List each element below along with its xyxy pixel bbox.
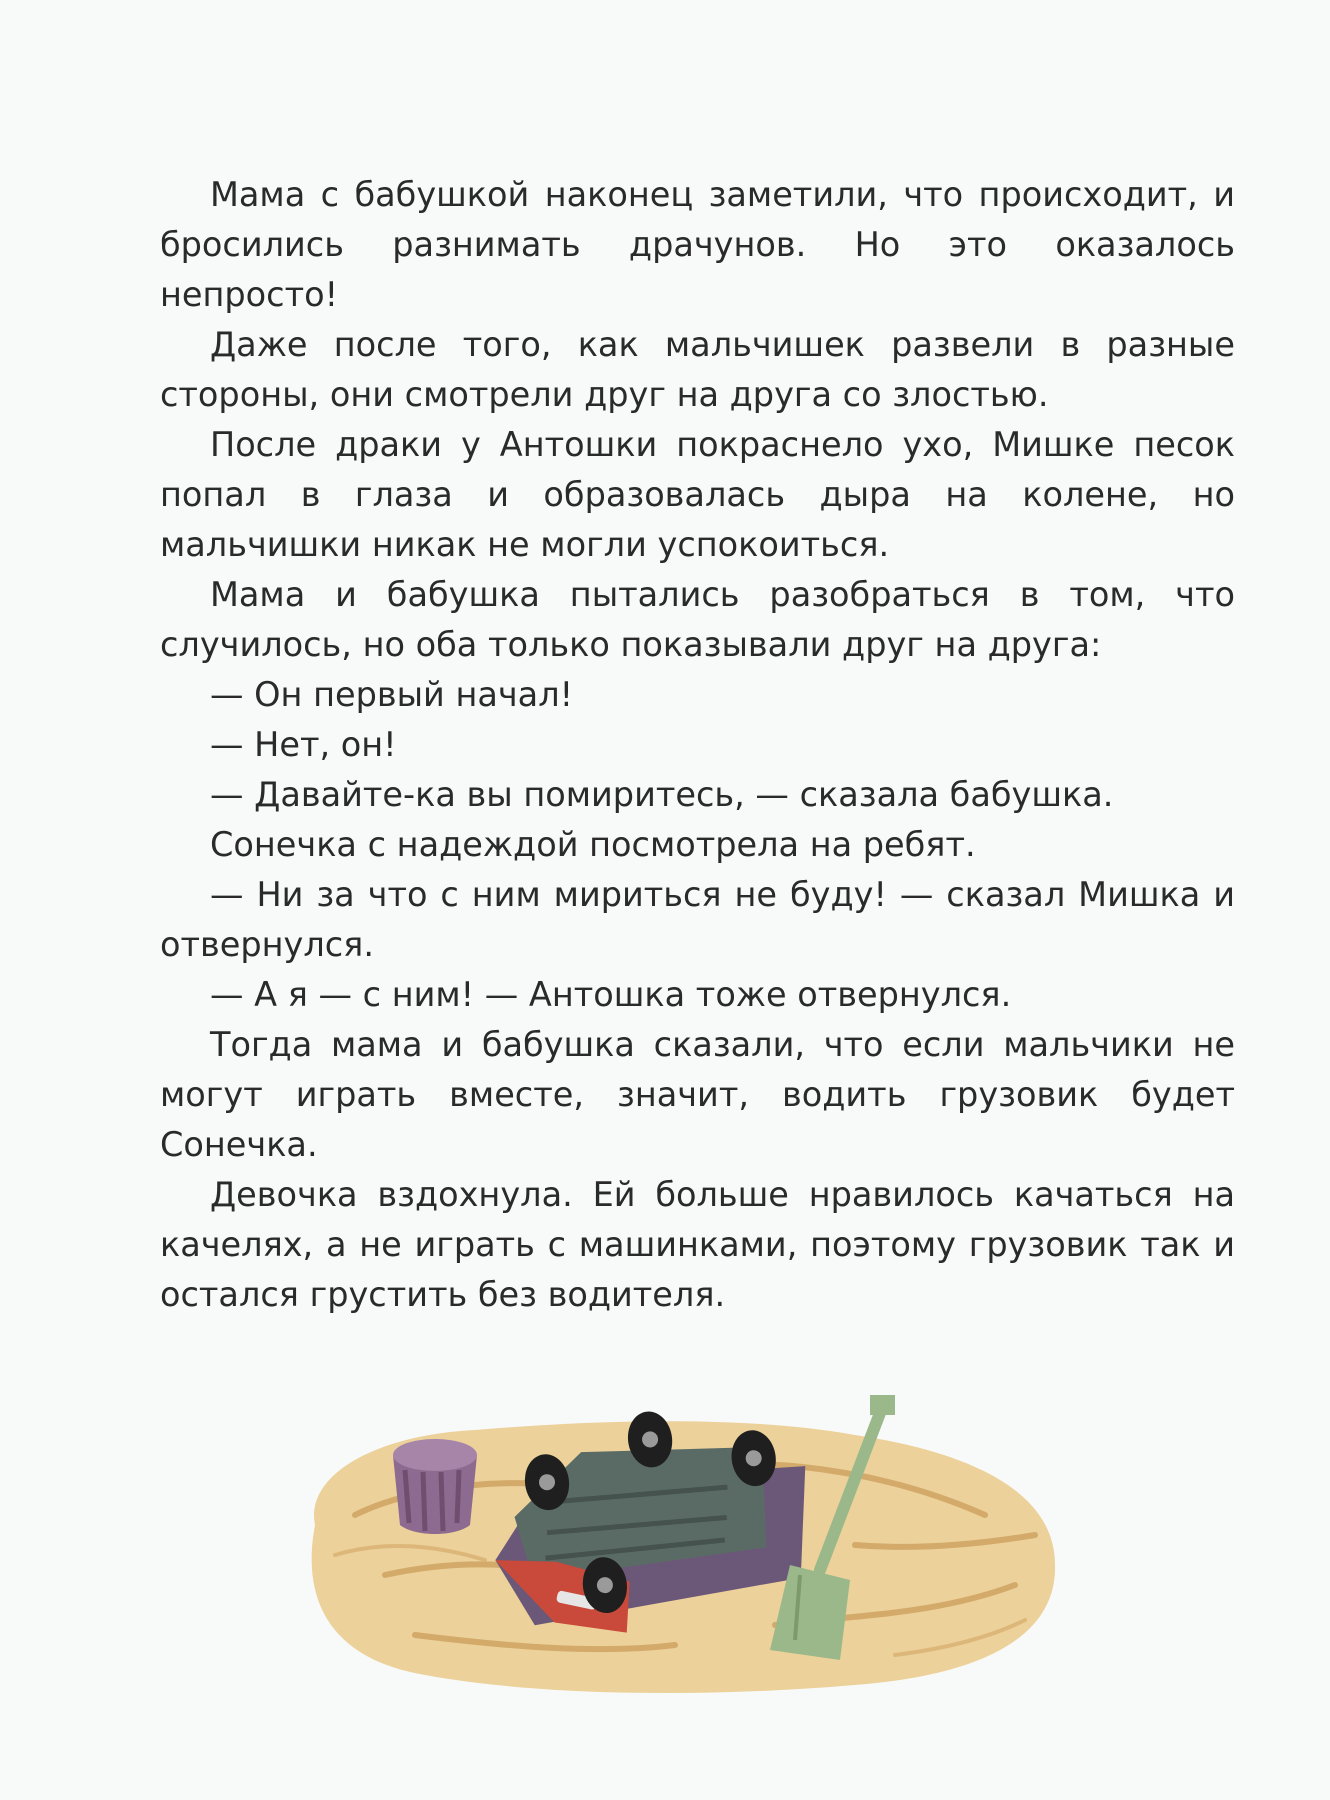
paragraph-11: Тогда мама и бабушка сказали, что если мальчики не могут играть вместе, значит, водить грузовик будет Сонечка. [160, 1025, 1235, 1164]
paragraph-6: — Нет, он! [210, 725, 397, 764]
paragraph-5: — Он первый начал! [210, 675, 574, 714]
paragraph-7: — Давайте-ка вы помиритесь, — сказала бабушка. [210, 775, 1114, 814]
bucket-icon [393, 1439, 477, 1534]
story-text [160, 170, 1235, 1320]
paragraph-9: — Ни за что с ним мириться не буду! — сказал Мишка и отвернулся. [160, 875, 1235, 964]
paragraph-1: Мама с бабушкой наконец заметили, что происходит, и бросились разнимать драчунов. Но это оказалось непросто! [160, 175, 1235, 314]
paragraph-3: После драки у Антошки покраснело ухо, Мишке песок попал в глаза и образовалась дыра на колене, но мальчишки никак не могли успокоиться. [160, 425, 1235, 564]
sandbox-toys-illustration [295, 1375, 1065, 1705]
paragraph-2: Даже после того, как мальчишек развели в разные стороны, они смотрели друг на друга со злостью. [160, 325, 1235, 414]
paragraph-10: — А я — с ним! — Антошка тоже отвернулся. [210, 975, 1012, 1014]
paragraph-12: Девочка вздохнула. Ей больше нравилось качаться на качелях, а не играть с машинками, поэтому грузовик так и остался грустить без водителя. [160, 1175, 1235, 1314]
paragraph-8: Сонечка с надеждой посмотрела на ребят. [210, 825, 976, 864]
paragraph-4: Мама и бабушка пытались разобраться в том, что случилось, но оба только показывали друг на друга: [160, 575, 1235, 664]
